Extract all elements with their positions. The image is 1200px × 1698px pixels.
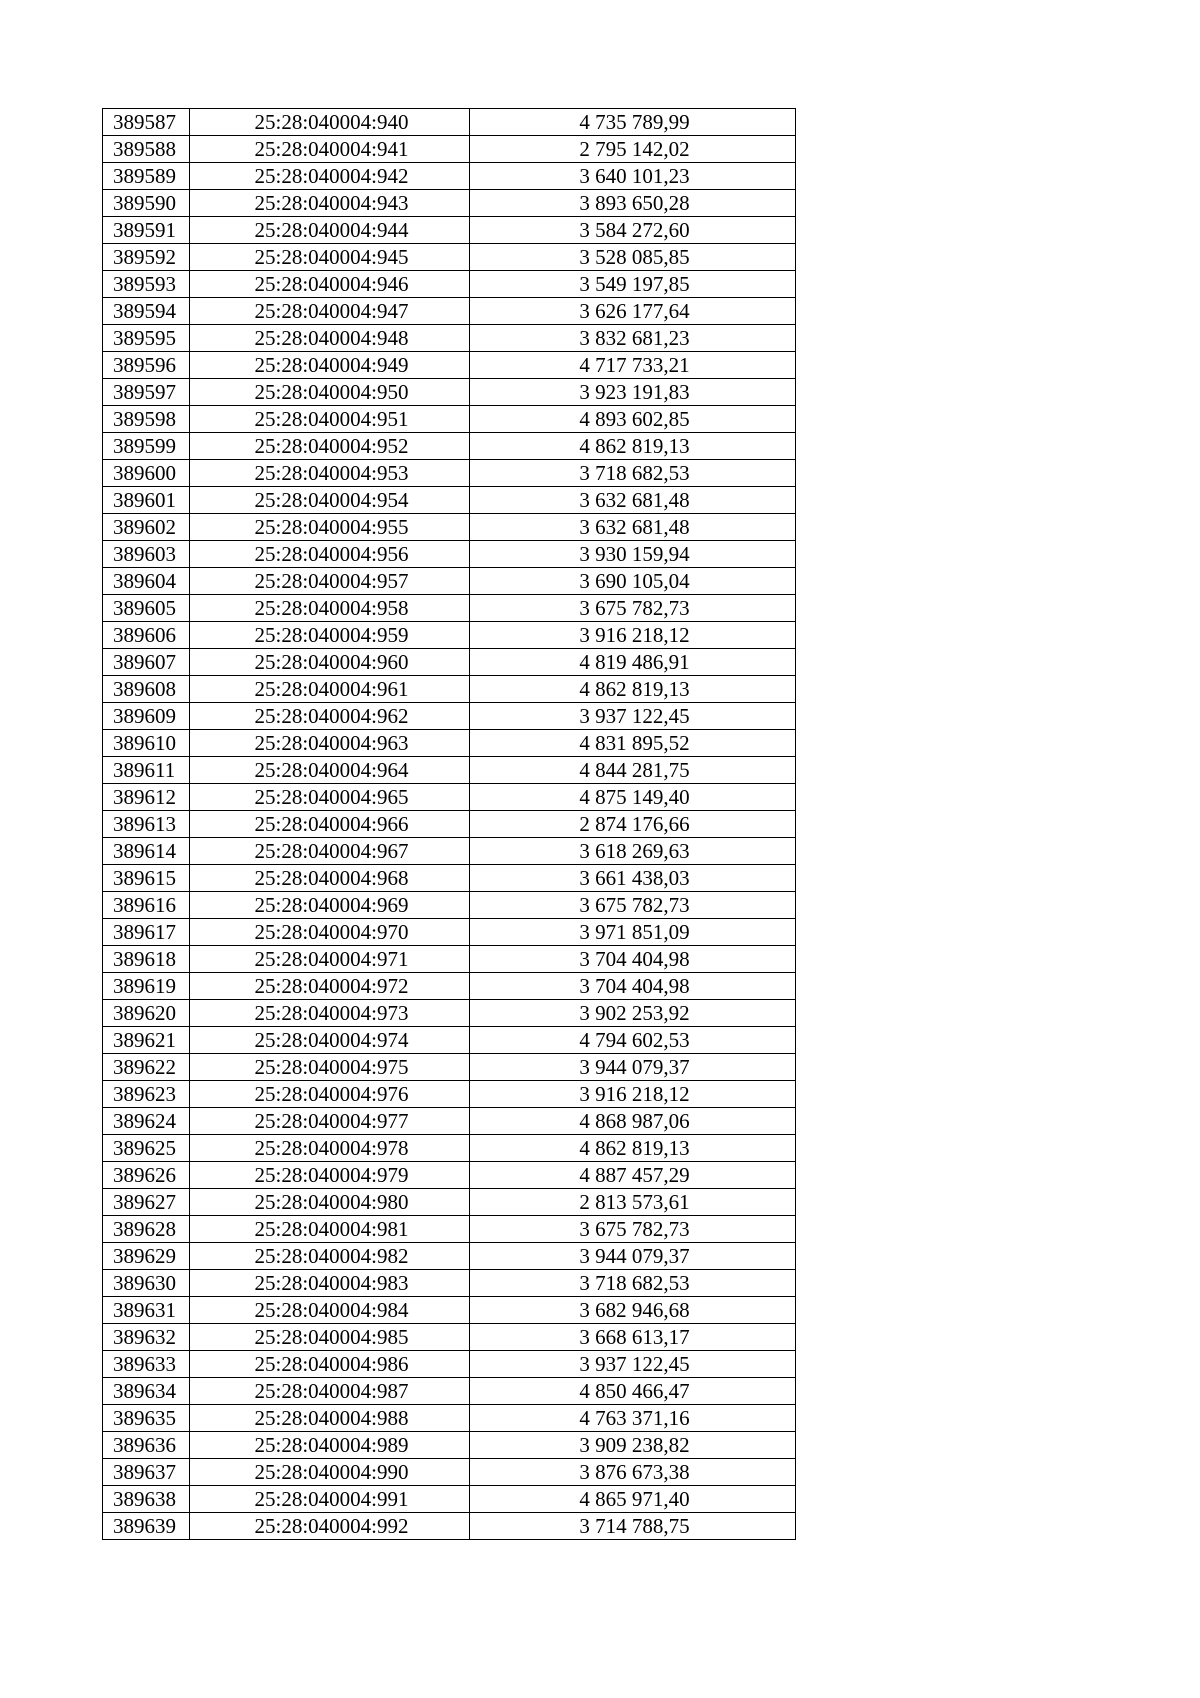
row-number-cell: 389635 [103,1405,190,1432]
table-row [103,703,796,730]
row-number-cell: 389597 [103,379,190,406]
cadastral-number-cell: 25:28:040004:943 [190,190,470,217]
cadastral-number-cell: 25:28:040004:954 [190,487,470,514]
cadastral-value-cell: 3 909 238,82 [470,1432,796,1459]
row-number-cell: 389638 [103,1486,190,1513]
table-row [103,1000,796,1027]
cadastral-number-cell: 25:28:040004:947 [190,298,470,325]
cadastral-value-cell: 3 893 650,28 [470,190,796,217]
cadastral-value-cell: 3 549 197,85 [470,271,796,298]
cadastral-value-cell: 3 916 218,12 [470,1081,796,1108]
cadastral-number-cell: 25:28:040004:982 [190,1243,470,1270]
cadastral-number-cell: 25:28:040004:980 [190,1189,470,1216]
cadastral-value-cell: 3 714 788,75 [470,1513,796,1540]
cadastral-number-cell: 25:28:040004:958 [190,595,470,622]
cadastral-value-cell: 4 862 819,13 [470,433,796,460]
cadastral-value-table [102,108,796,1540]
table-row [103,298,796,325]
cadastral-value-cell: 2 874 176,66 [470,811,796,838]
table-row [103,730,796,757]
row-number-cell: 389611 [103,757,190,784]
cadastral-value-cell: 3 704 404,98 [470,973,796,1000]
table-row [103,973,796,1000]
cadastral-number-cell: 25:28:040004:978 [190,1135,470,1162]
cadastral-value-cell: 4 862 819,13 [470,1135,796,1162]
cadastral-value-cell: 3 937 122,45 [470,1351,796,1378]
cadastral-number-cell: 25:28:040004:941 [190,136,470,163]
table-row [103,514,796,541]
cadastral-number-cell: 25:28:040004:960 [190,649,470,676]
row-number-cell: 389625 [103,1135,190,1162]
cadastral-number-cell: 25:28:040004:974 [190,1027,470,1054]
table-row [103,1189,796,1216]
cadastral-value-cell: 4 875 149,40 [470,784,796,811]
cadastral-number-cell: 25:28:040004:953 [190,460,470,487]
cadastral-number-cell: 25:28:040004:975 [190,1054,470,1081]
row-number-cell: 389594 [103,298,190,325]
cadastral-number-cell: 25:28:040004:957 [190,568,470,595]
cadastral-number-cell: 25:28:040004:968 [190,865,470,892]
table-row [103,568,796,595]
row-number-cell: 389603 [103,541,190,568]
cadastral-number-cell: 25:28:040004:981 [190,1216,470,1243]
row-number-cell: 389620 [103,1000,190,1027]
cadastral-value-cell: 3 682 946,68 [470,1297,796,1324]
cadastral-value-cell: 3 632 681,48 [470,514,796,541]
cadastral-value-cell: 3 675 782,73 [470,1216,796,1243]
table-row [103,865,796,892]
cadastral-value-cell: 3 584 272,60 [470,217,796,244]
row-number-cell: 389633 [103,1351,190,1378]
table-row [103,1432,796,1459]
cadastral-number-cell: 25:28:040004:963 [190,730,470,757]
table-row [103,190,796,217]
table-row [103,757,796,784]
row-number-cell: 389626 [103,1162,190,1189]
table-row [103,217,796,244]
table-row [103,784,796,811]
cadastral-value-cell: 2 813 573,61 [470,1189,796,1216]
table-row [103,271,796,298]
row-number-cell: 389607 [103,649,190,676]
row-number-cell: 389604 [103,568,190,595]
table-row [103,1459,796,1486]
row-number-cell: 389630 [103,1270,190,1297]
cadastral-value-cell: 3 626 177,64 [470,298,796,325]
cadastral-value-cell: 2 795 142,02 [470,136,796,163]
row-number-cell: 389621 [103,1027,190,1054]
cadastral-number-cell: 25:28:040004:955 [190,514,470,541]
cadastral-value-cell: 3 718 682,53 [470,460,796,487]
cadastral-number-cell: 25:28:040004:951 [190,406,470,433]
row-number-cell: 389591 [103,217,190,244]
cadastral-value-cell: 4 794 602,53 [470,1027,796,1054]
table-row [103,163,796,190]
table-row [103,1054,796,1081]
row-number-cell: 389598 [103,406,190,433]
cadastral-number-cell: 25:28:040004:990 [190,1459,470,1486]
cadastral-number-cell: 25:28:040004:966 [190,811,470,838]
cadastral-value-cell: 3 640 101,23 [470,163,796,190]
row-number-cell: 389609 [103,703,190,730]
row-number-cell: 389634 [103,1378,190,1405]
table-body [103,109,796,1540]
row-number-cell: 389615 [103,865,190,892]
table-row [103,1243,796,1270]
row-number-cell: 389624 [103,1108,190,1135]
cadastral-number-cell: 25:28:040004:987 [190,1378,470,1405]
cadastral-value-cell: 3 704 404,98 [470,946,796,973]
cadastral-value-cell: 4 862 819,13 [470,676,796,703]
cadastral-value-cell: 3 618 269,63 [470,838,796,865]
cadastral-value-table-container [102,108,796,1540]
cadastral-value-cell: 4 887 457,29 [470,1162,796,1189]
cadastral-value-cell: 4 893 602,85 [470,406,796,433]
row-number-cell: 389592 [103,244,190,271]
table-row [103,1027,796,1054]
table-row [103,946,796,973]
cadastral-value-cell: 3 944 079,37 [470,1243,796,1270]
table-row [103,1297,796,1324]
cadastral-number-cell: 25:28:040004:944 [190,217,470,244]
cadastral-value-cell: 4 831 895,52 [470,730,796,757]
table-row [103,838,796,865]
cadastral-value-cell: 4 865 971,40 [470,1486,796,1513]
cadastral-number-cell: 25:28:040004:949 [190,352,470,379]
cadastral-number-cell: 25:28:040004:946 [190,271,470,298]
row-number-cell: 389632 [103,1324,190,1351]
cadastral-number-cell: 25:28:040004:992 [190,1513,470,1540]
table-row [103,541,796,568]
cadastral-value-cell: 3 923 191,83 [470,379,796,406]
cadastral-number-cell: 25:28:040004:961 [190,676,470,703]
cadastral-number-cell: 25:28:040004:965 [190,784,470,811]
cadastral-value-cell: 4 844 281,75 [470,757,796,784]
row-number-cell: 389623 [103,1081,190,1108]
row-number-cell: 389619 [103,973,190,1000]
cadastral-value-cell: 4 763 371,16 [470,1405,796,1432]
row-number-cell: 389610 [103,730,190,757]
table-row [103,676,796,703]
cadastral-value-cell: 4 819 486,91 [470,649,796,676]
cadastral-value-cell: 3 528 085,85 [470,244,796,271]
cadastral-number-cell: 25:28:040004:984 [190,1297,470,1324]
cadastral-value-cell: 4 850 466,47 [470,1378,796,1405]
cadastral-value-cell: 3 876 673,38 [470,1459,796,1486]
table-row [103,433,796,460]
cadastral-value-cell: 3 668 613,17 [470,1324,796,1351]
row-number-cell: 389612 [103,784,190,811]
table-row [103,1135,796,1162]
row-number-cell: 389608 [103,676,190,703]
row-number-cell: 389631 [103,1297,190,1324]
cadastral-value-cell: 4 717 733,21 [470,352,796,379]
table-row [103,892,796,919]
cadastral-number-cell: 25:28:040004:942 [190,163,470,190]
cadastral-value-cell: 3 675 782,73 [470,595,796,622]
row-number-cell: 389601 [103,487,190,514]
row-number-cell: 389593 [103,271,190,298]
table-row [103,1378,796,1405]
cadastral-value-cell: 3 916 218,12 [470,622,796,649]
table-row [103,244,796,271]
cadastral-number-cell: 25:28:040004:991 [190,1486,470,1513]
cadastral-value-cell: 3 937 122,45 [470,703,796,730]
cadastral-number-cell: 25:28:040004:967 [190,838,470,865]
cadastral-value-cell: 3 632 681,48 [470,487,796,514]
cadastral-value-cell: 3 661 438,03 [470,865,796,892]
cadastral-number-cell: 25:28:040004:971 [190,946,470,973]
cadastral-number-cell: 25:28:040004:973 [190,1000,470,1027]
row-number-cell: 389616 [103,892,190,919]
row-number-cell: 389636 [103,1432,190,1459]
table-row [103,1270,796,1297]
cadastral-value-cell: 3 718 682,53 [470,1270,796,1297]
table-row [103,622,796,649]
table-row [103,595,796,622]
row-number-cell: 389599 [103,433,190,460]
cadastral-number-cell: 25:28:040004:950 [190,379,470,406]
row-number-cell: 389639 [103,1513,190,1540]
cadastral-number-cell: 25:28:040004:962 [190,703,470,730]
table-row [103,325,796,352]
table-row [103,379,796,406]
cadastral-value-cell: 3 675 782,73 [470,892,796,919]
cadastral-number-cell: 25:28:040004:977 [190,1108,470,1135]
table-row [103,1324,796,1351]
row-number-cell: 389589 [103,163,190,190]
cadastral-number-cell: 25:28:040004:972 [190,973,470,1000]
row-number-cell: 389602 [103,514,190,541]
table-row [103,109,796,136]
cadastral-number-cell: 25:28:040004:988 [190,1405,470,1432]
table-row [103,352,796,379]
cadastral-value-cell: 3 971 851,09 [470,919,796,946]
table-row [103,1405,796,1432]
cadastral-number-cell: 25:28:040004:948 [190,325,470,352]
table-row [103,919,796,946]
row-number-cell: 389613 [103,811,190,838]
cadastral-value-cell: 3 690 105,04 [470,568,796,595]
cadastral-number-cell: 25:28:040004:989 [190,1432,470,1459]
cadastral-number-cell: 25:28:040004:964 [190,757,470,784]
table-row [103,1216,796,1243]
table-row [103,649,796,676]
table-row [103,811,796,838]
cadastral-number-cell: 25:28:040004:979 [190,1162,470,1189]
cadastral-number-cell: 25:28:040004:976 [190,1081,470,1108]
cadastral-number-cell: 25:28:040004:983 [190,1270,470,1297]
table-row [103,487,796,514]
cadastral-value-cell: 4 868 987,06 [470,1108,796,1135]
row-number-cell: 389587 [103,109,190,136]
cadastral-number-cell: 25:28:040004:986 [190,1351,470,1378]
row-number-cell: 389588 [103,136,190,163]
table-row [103,460,796,487]
row-number-cell: 389600 [103,460,190,487]
table-row [103,136,796,163]
row-number-cell: 389596 [103,352,190,379]
table-row [103,1486,796,1513]
row-number-cell: 389637 [103,1459,190,1486]
cadastral-number-cell: 25:28:040004:970 [190,919,470,946]
row-number-cell: 389629 [103,1243,190,1270]
row-number-cell: 389618 [103,946,190,973]
table-row [103,406,796,433]
table-row [103,1108,796,1135]
row-number-cell: 389595 [103,325,190,352]
cadastral-number-cell: 25:28:040004:969 [190,892,470,919]
row-number-cell: 389605 [103,595,190,622]
row-number-cell: 389628 [103,1216,190,1243]
row-number-cell: 389622 [103,1054,190,1081]
row-number-cell: 389590 [103,190,190,217]
row-number-cell: 389614 [103,838,190,865]
cadastral-number-cell: 25:28:040004:985 [190,1324,470,1351]
table-row [103,1513,796,1540]
row-number-cell: 389617 [103,919,190,946]
cadastral-number-cell: 25:28:040004:959 [190,622,470,649]
cadastral-value-cell: 3 832 681,23 [470,325,796,352]
cadastral-number-cell: 25:28:040004:952 [190,433,470,460]
cadastral-number-cell: 25:28:040004:945 [190,244,470,271]
cadastral-value-cell: 3 930 159,94 [470,541,796,568]
cadastral-number-cell: 25:28:040004:940 [190,109,470,136]
cadastral-value-cell: 4 735 789,99 [470,109,796,136]
table-row [103,1162,796,1189]
cadastral-value-cell: 3 902 253,92 [470,1000,796,1027]
row-number-cell: 389627 [103,1189,190,1216]
cadastral-number-cell: 25:28:040004:956 [190,541,470,568]
table-row [103,1081,796,1108]
cadastral-value-cell: 3 944 079,37 [470,1054,796,1081]
row-number-cell: 389606 [103,622,190,649]
table-row [103,1351,796,1378]
